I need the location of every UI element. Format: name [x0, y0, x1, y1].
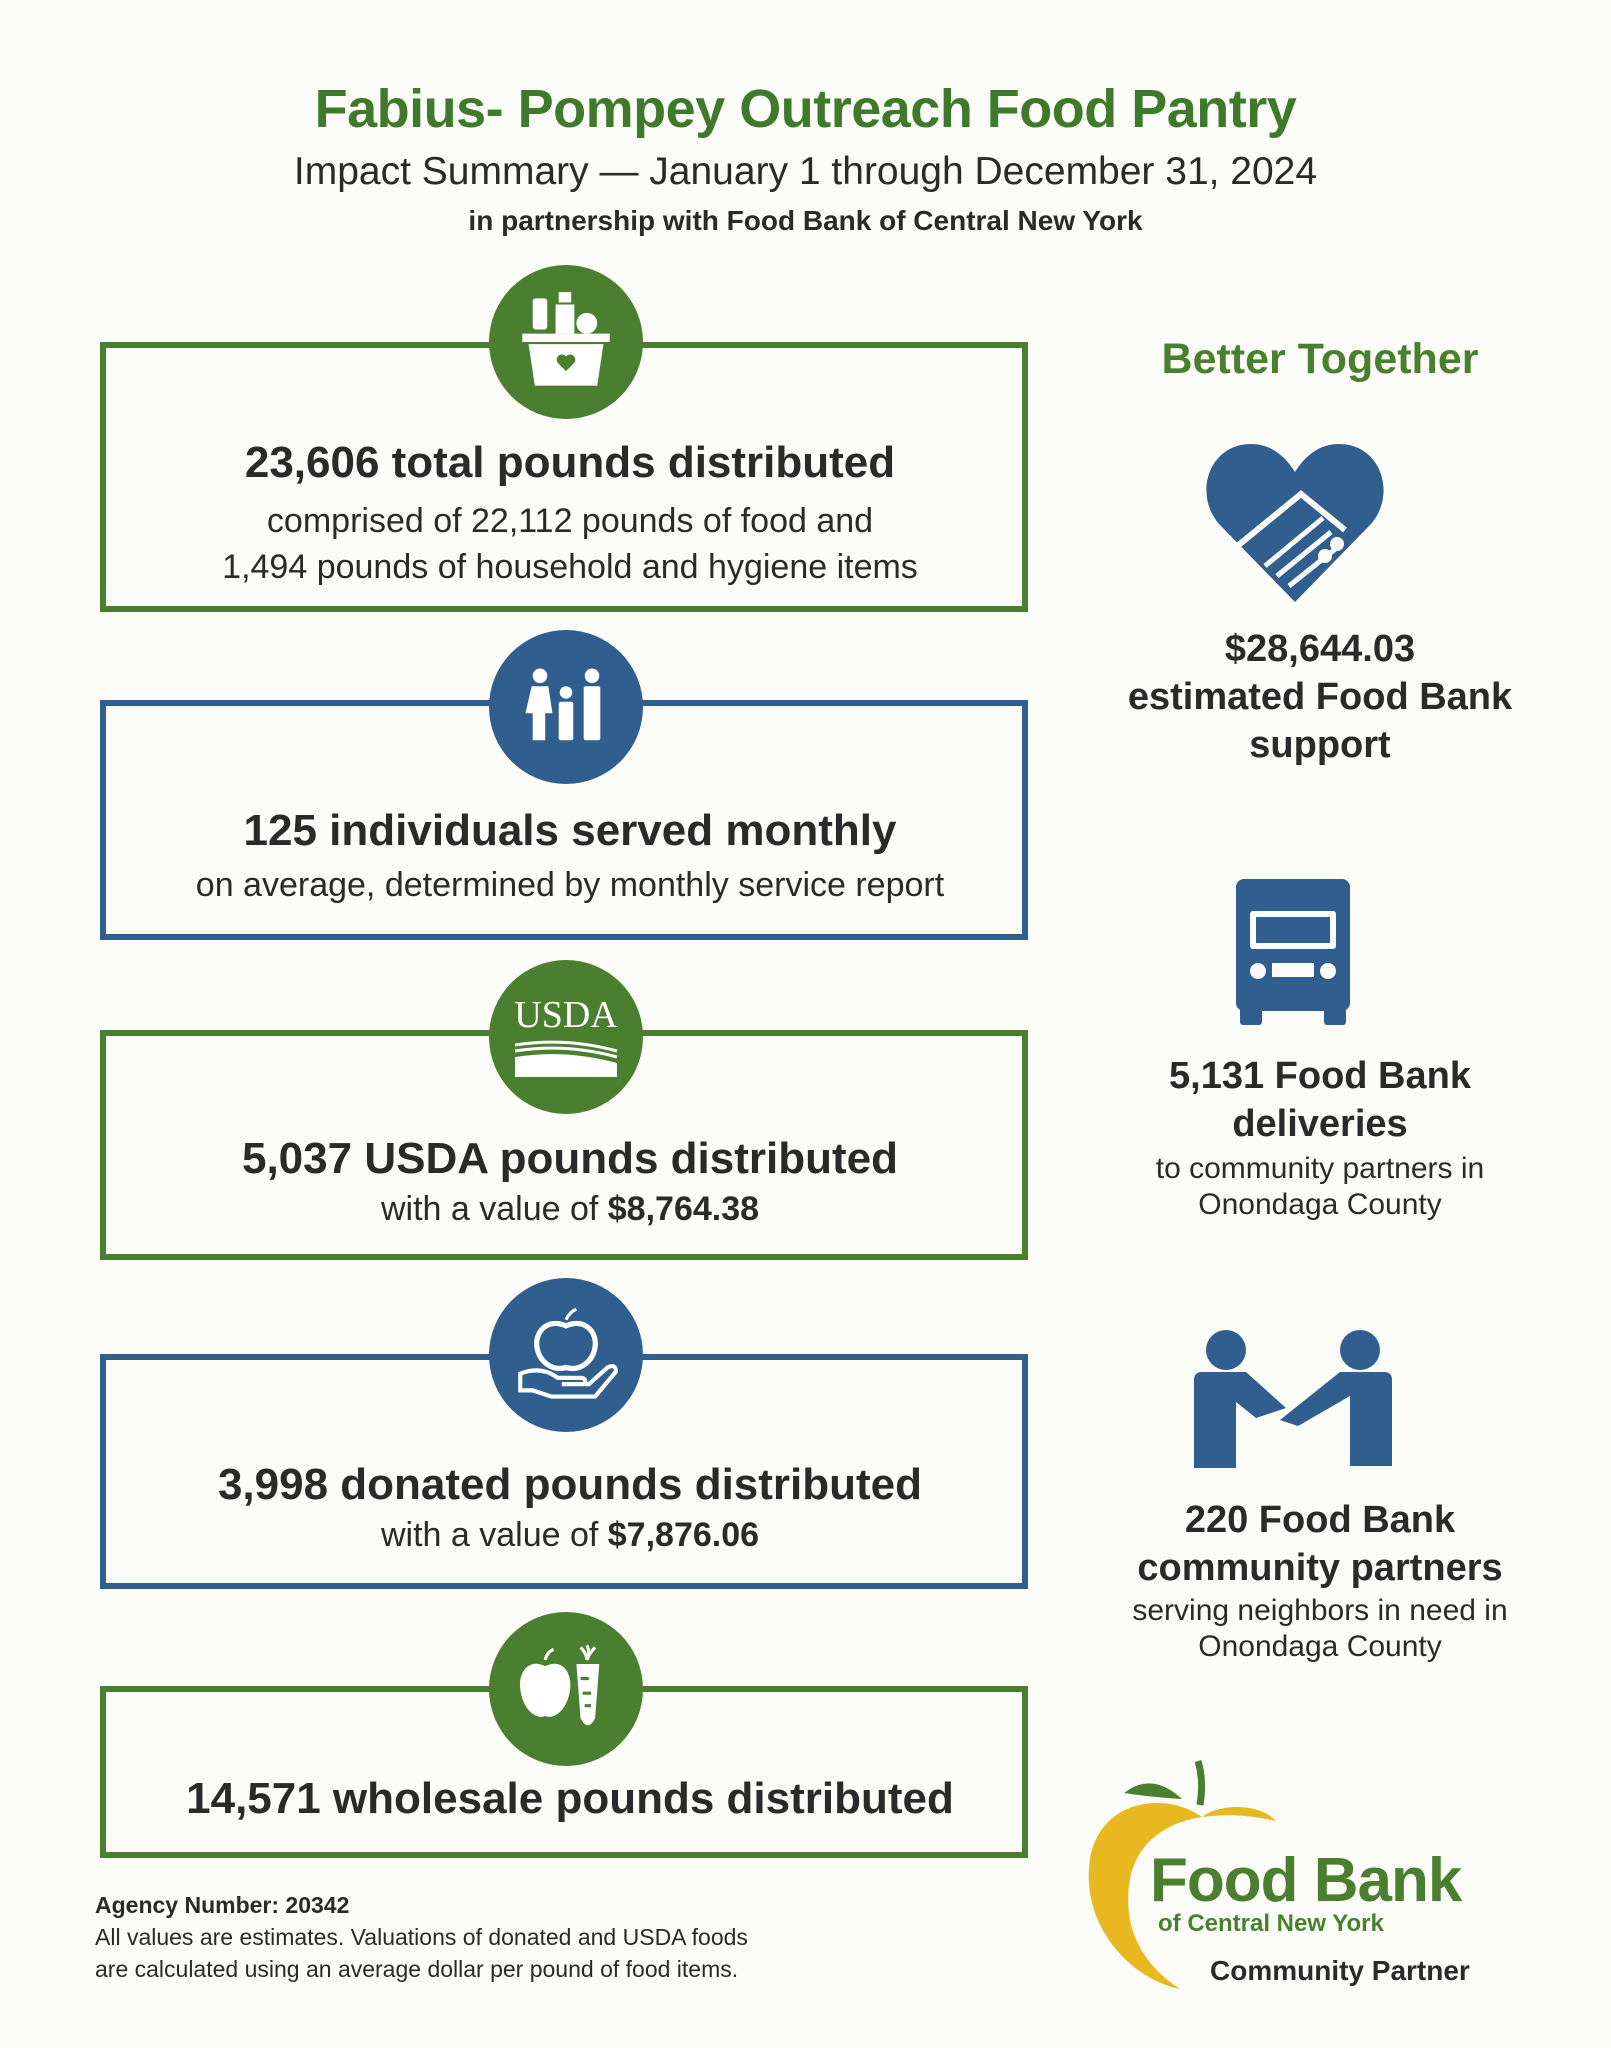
page-title: Fabius- Pompey Outreach Food Pantry	[314, 79, 1297, 139]
deliveries-detail: Onondaga County	[1198, 1188, 1442, 1221]
apple-carrot-icon	[489, 1612, 643, 1766]
sidebar-heading: Better Together	[1161, 335, 1479, 383]
family-icon	[489, 630, 643, 784]
stat-detail-line	[106, 1512, 1034, 1558]
stat-headline: 125 individuals served monthly	[243, 806, 897, 855]
support-amount: $28,644.03	[1224, 628, 1416, 670]
logo-subtitle: of Central New York	[1158, 1910, 1384, 1937]
agency-number: Agency Number: 20342	[95, 1892, 350, 1918]
logo-community-partner: Community Partner	[1210, 1955, 1470, 1986]
support-label: support	[1249, 724, 1391, 766]
stat-headline: 23,606 total pounds distributed	[244, 438, 896, 487]
value-amount: $8,764.38	[607, 1190, 760, 1228]
deliveries-label: deliveries	[1232, 1103, 1408, 1145]
stat-detail-line: on average, determined by monthly service report	[195, 866, 945, 904]
value-prefix: with a value of	[380, 1190, 608, 1228]
stat-detail-line	[106, 1186, 1034, 1232]
partners-handshake-icon	[1190, 1328, 1396, 1473]
support-label: estimated Food Bank	[1127, 676, 1513, 718]
partnership-line: in partnership with Food Bank of Central New York	[468, 205, 1143, 236]
stat-headline: 3,998 donated pounds distributed	[217, 1460, 923, 1509]
partners-detail: serving neighbors in need in	[1132, 1594, 1508, 1627]
stat-headline: 14,571 wholesale pounds distributed	[186, 1774, 954, 1823]
stat-headline: 5,037 USDA pounds distributed	[241, 1134, 898, 1183]
page-subtitle: Impact Summary — January 1 through December 31, 2024	[293, 150, 1318, 193]
stat-detail-line: 1,494 pounds of household and hygiene items	[222, 548, 918, 586]
logo-name: Food Bank	[1150, 1846, 1462, 1915]
grocery-basket-icon	[489, 265, 643, 419]
hand-apple-icon	[489, 1278, 643, 1432]
usda-badge-text: USDA	[514, 994, 618, 1036]
deliveries-detail: to community partners in	[1155, 1152, 1485, 1185]
partners-label: community partners	[1137, 1547, 1503, 1589]
disclaimer-line: are calculated using an average dollar per pound of food items.	[95, 1956, 739, 1982]
stat-detail-line: comprised of 22,112 pounds of food and	[266, 502, 874, 540]
value-amount: $7,876.06	[607, 1516, 760, 1554]
value-prefix: with a value of	[380, 1516, 608, 1554]
heart-handshake-icon	[1205, 438, 1385, 611]
partners-count: 220 Food Bank	[1184, 1499, 1456, 1541]
deliveries-count: 5,131 Food Bank	[1169, 1055, 1471, 1097]
disclaimer-line: All values are estimates. Valuations of donated and USDA foods	[95, 1924, 748, 1950]
usda-logo-icon	[489, 960, 643, 1114]
partners-detail: Onondaga County	[1198, 1630, 1442, 1663]
truck-icon	[1228, 875, 1358, 1032]
